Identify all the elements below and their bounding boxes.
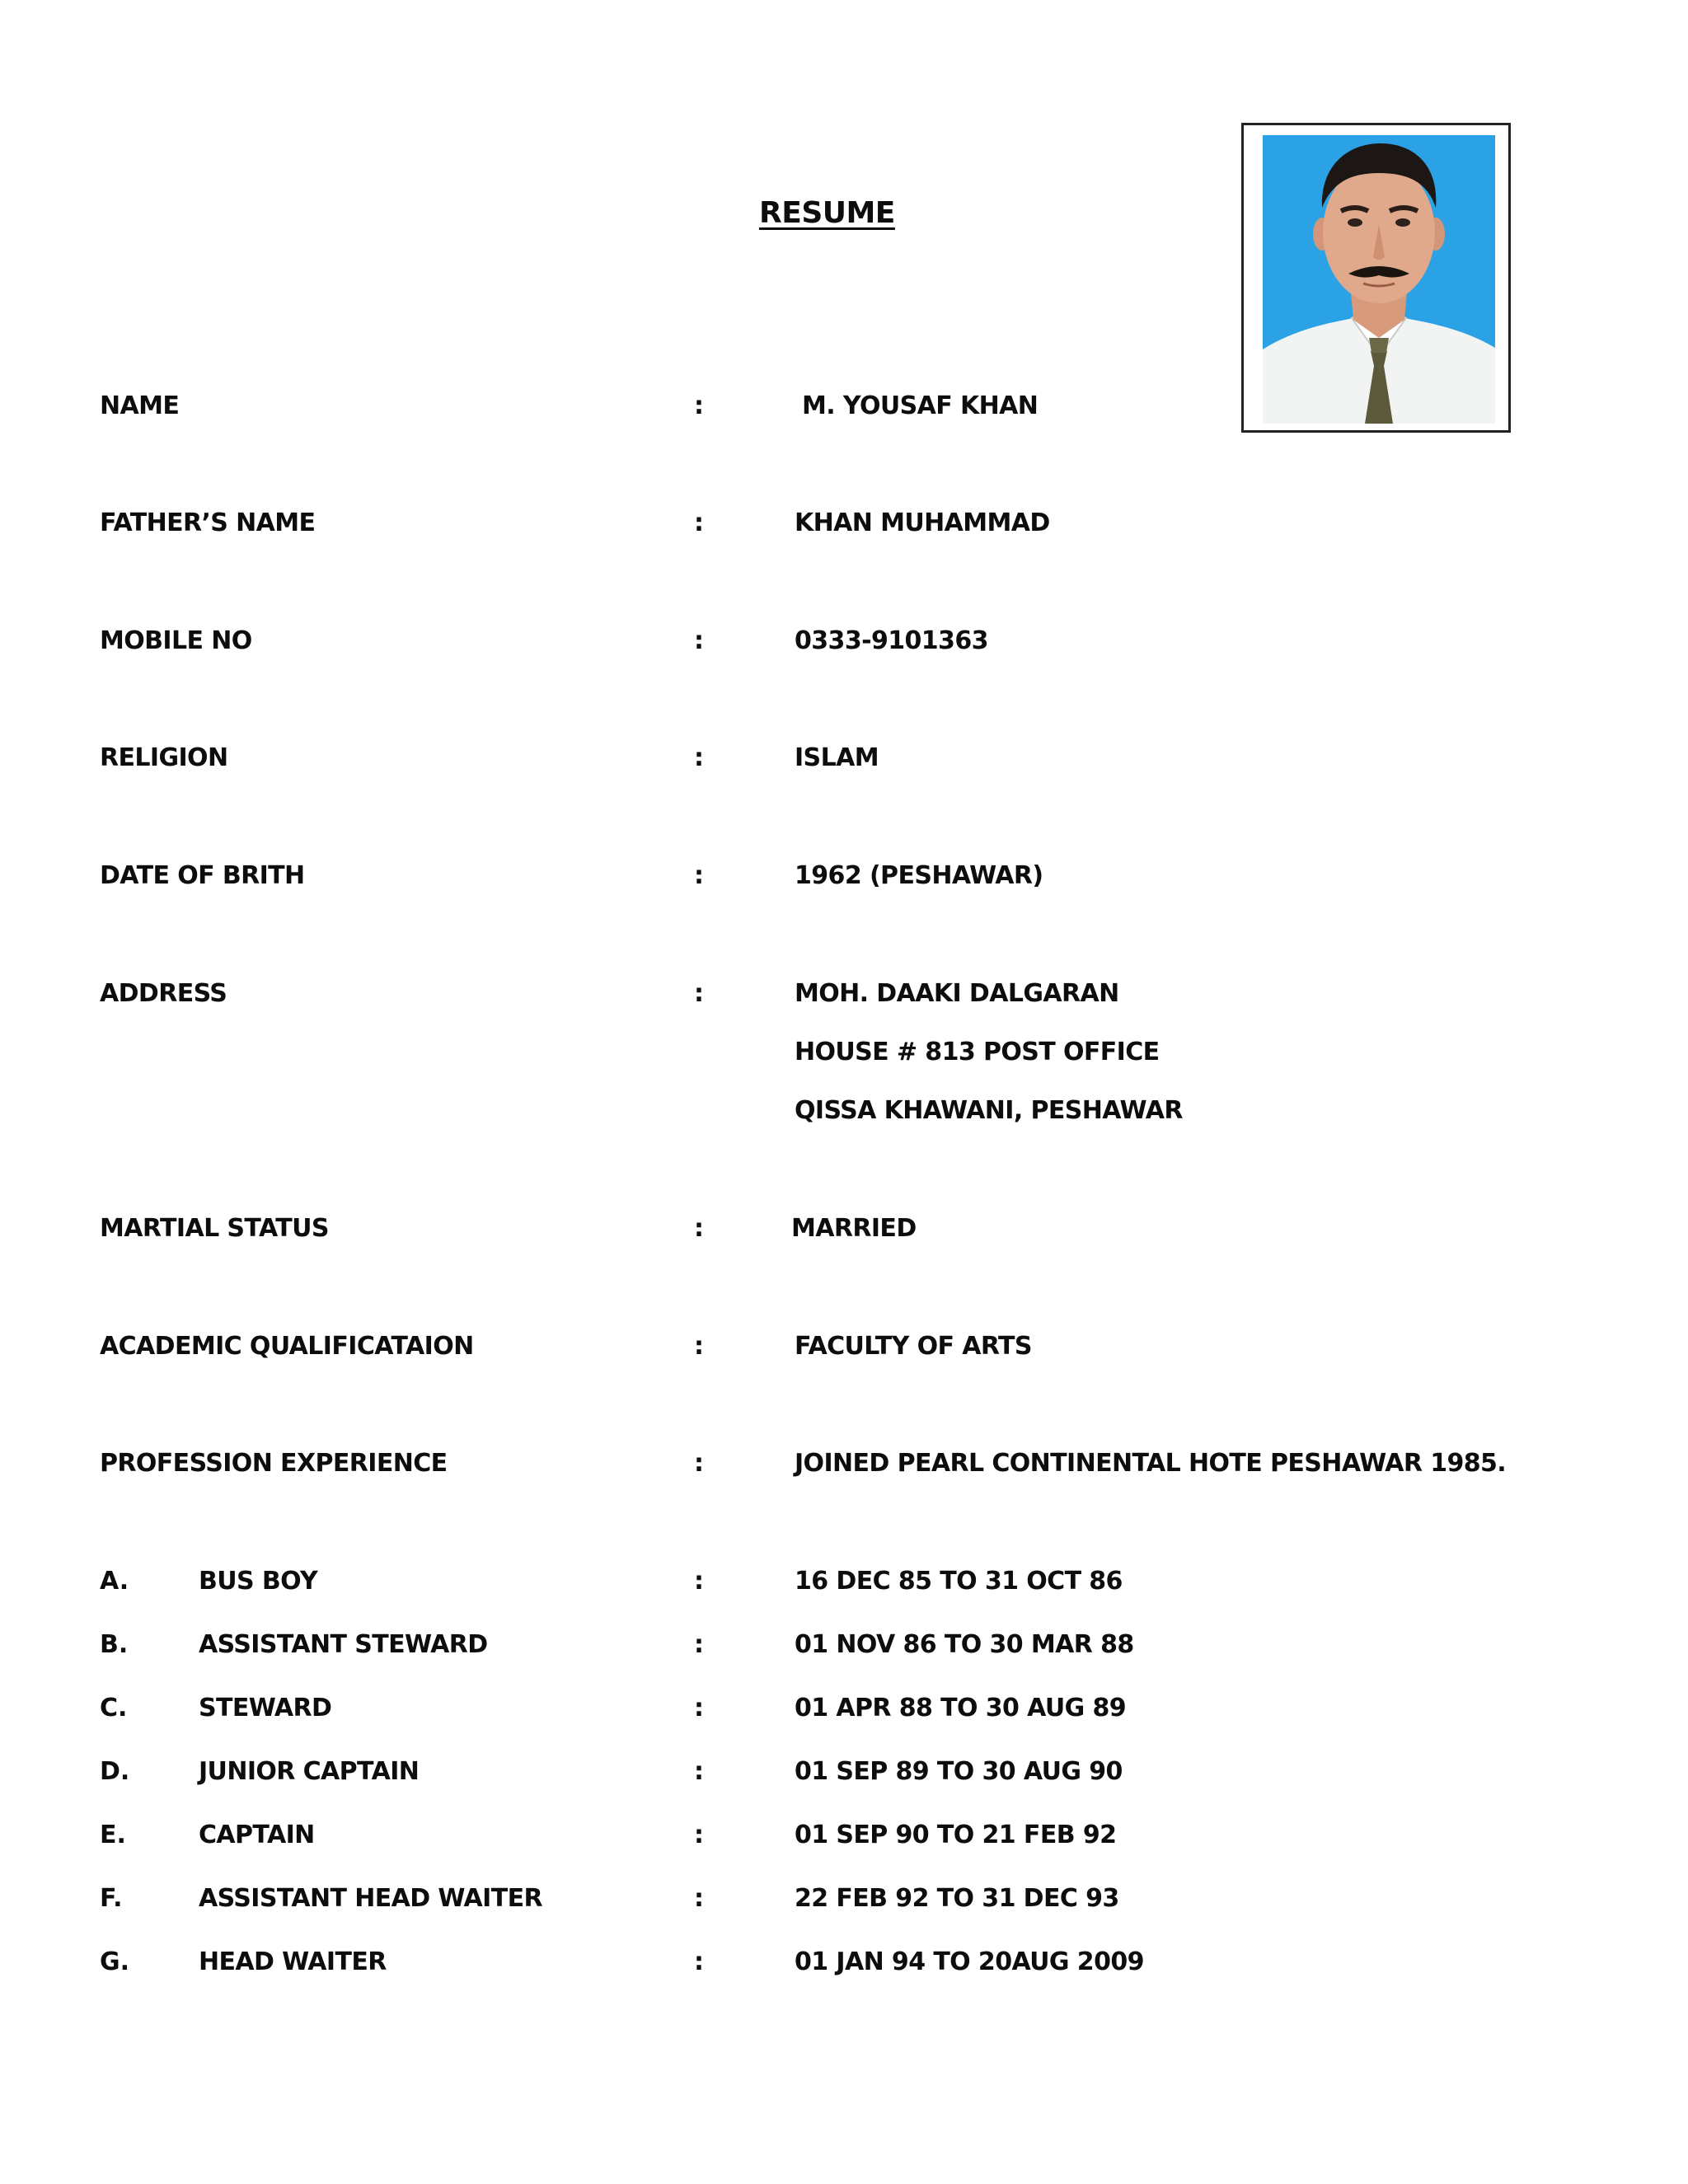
field-row-profession-experience <box>0 1442 1688 1485</box>
field-label: ADDRESS <box>100 979 227 1008</box>
experience-title: JUNIOR CAPTAIN <box>199 1757 420 1786</box>
field-label: ACADEMIC QUALIFICATAION <box>100 1332 474 1361</box>
field-value: 1962 (PESHAWAR) <box>795 861 1043 890</box>
experience-title: ASSISTANT HEAD WAITER <box>199 1884 542 1913</box>
experience-period: 01 APR 88 TO 30 AUG 89 <box>795 1694 1127 1722</box>
field-value: 0333-9101363 <box>795 626 988 655</box>
field-colon: : <box>694 1214 704 1243</box>
field-row-marital-status <box>0 1207 1688 1250</box>
field-colon: : <box>694 743 704 772</box>
field-label: PROFESSION EXPERIENCE <box>100 1449 448 1478</box>
field-row-mobile-no <box>0 620 1688 663</box>
field-colon: : <box>694 509 704 537</box>
experience-colon: : <box>694 1757 704 1786</box>
field-colon: : <box>694 391 704 420</box>
field-label: FATHER’S NAME <box>100 509 316 537</box>
experience-colon: : <box>694 1630 704 1659</box>
field-colon: : <box>694 979 704 1008</box>
experience-letter: C. <box>100 1694 128 1722</box>
experience-colon: : <box>694 1884 704 1913</box>
experience-title: BUS BOY <box>199 1567 318 1596</box>
field-row-religion <box>0 737 1688 780</box>
experience-row <box>0 1624 1688 1666</box>
experience-colon: : <box>694 1694 704 1722</box>
experience-letter: G. <box>100 1947 130 1976</box>
experience-period: 01 NOV 86 TO 30 MAR 88 <box>795 1630 1134 1659</box>
field-colon: : <box>694 861 704 890</box>
field-colon: : <box>694 626 704 655</box>
experience-colon: : <box>694 1947 704 1976</box>
field-value: KHAN MUHAMMAD <box>795 509 1050 537</box>
experience-period: 01 JAN 94 TO 20AUG 2009 <box>795 1947 1144 1976</box>
experience-title: HEAD WAITER <box>199 1947 387 1976</box>
experience-row <box>0 1687 1688 1730</box>
experience-letter: D. <box>100 1757 130 1786</box>
experience-row <box>0 1560 1688 1603</box>
experience-colon: : <box>694 1567 704 1596</box>
page-title: RESUME <box>759 196 895 230</box>
field-value: M. YOUSAF KHAN <box>802 391 1039 420</box>
experience-period: 01 SEP 89 TO 30 AUG 90 <box>795 1757 1123 1786</box>
experience-letter: A. <box>100 1567 129 1596</box>
field-label: RELIGION <box>100 743 228 772</box>
field-value: ISLAM <box>795 743 879 772</box>
field-colon: : <box>694 1449 704 1478</box>
field-row-date-of-birth <box>0 855 1688 898</box>
field-value: MARRIED <box>791 1214 917 1243</box>
portrait-photo <box>1263 135 1495 424</box>
field-row-fathers-name <box>0 502 1688 545</box>
experience-title: ASSISTANT STEWARD <box>199 1630 488 1659</box>
portrait-illustration <box>1263 135 1495 424</box>
experience-letter: B. <box>100 1630 129 1659</box>
experience-title: STEWARD <box>199 1694 332 1722</box>
experience-period: 22 FEB 92 TO 31 DEC 93 <box>795 1884 1119 1913</box>
field-label: DATE OF BRITH <box>100 861 305 890</box>
experience-period: 01 SEP 90 TO 21 FEB 92 <box>795 1821 1117 1849</box>
field-row-academic-qualification <box>0 1325 1688 1368</box>
experience-title: CAPTAIN <box>199 1821 315 1849</box>
field-row-address <box>0 972 1688 1015</box>
experience-letter: E. <box>100 1821 126 1849</box>
address-line: HOUSE # 813 POST OFFICE <box>795 1038 1160 1066</box>
experience-colon: : <box>694 1821 704 1849</box>
field-label: MARTIAL STATUS <box>100 1214 329 1243</box>
field-label: NAME <box>100 391 180 420</box>
experience-period: 16 DEC 85 TO 31 OCT 86 <box>795 1567 1123 1596</box>
field-row-name <box>0 385 1688 428</box>
field-colon: : <box>694 1332 704 1361</box>
field-value: MOH. DAAKI DALGARAN <box>795 979 1119 1008</box>
experience-row <box>0 1877 1688 1920</box>
experience-letter: F. <box>100 1884 123 1913</box>
field-label: MOBILE NO <box>100 626 252 655</box>
experience-row <box>0 1750 1688 1793</box>
field-value: JOINED PEARL CONTINENTAL HOTE PESHAWAR 1985. <box>795 1449 1507 1478</box>
field-value: FACULTY OF ARTS <box>795 1332 1032 1361</box>
experience-row <box>0 1941 1688 1984</box>
experience-row <box>0 1814 1688 1857</box>
address-line: QISSA KHAWANI, PESHAWAR <box>795 1096 1183 1125</box>
